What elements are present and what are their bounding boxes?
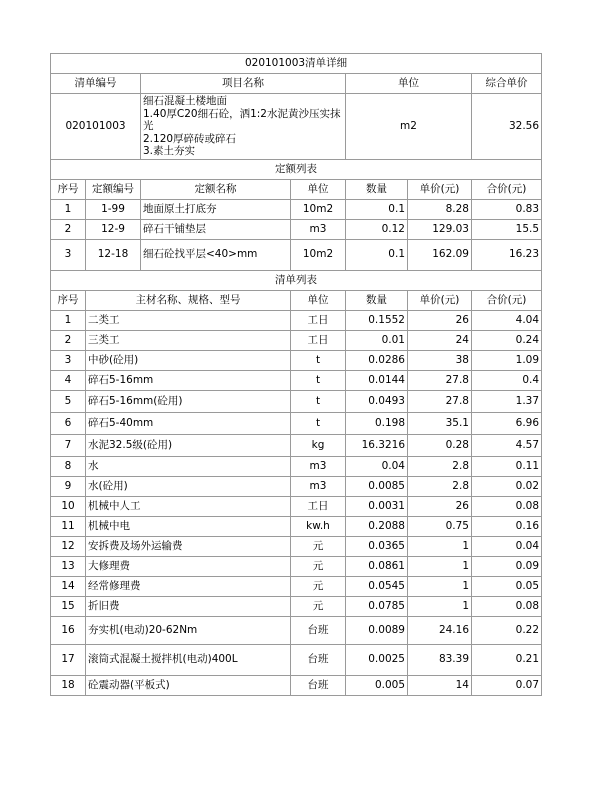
material-header-row — [51, 290, 542, 310]
material-header-unit: 单位 — [291, 290, 346, 310]
material-price: 0.75 — [408, 516, 472, 536]
quota-row — [51, 239, 542, 270]
material-total: 4.04 — [472, 310, 542, 330]
header-unit-price: 综合单价 — [472, 74, 542, 94]
material-header-price: 单价(元) — [408, 290, 472, 310]
material-header-name: 主材名称、规格、型号 — [86, 290, 291, 310]
material-qty: 0.1552 — [346, 310, 408, 330]
quota-header-total: 合价(元) — [472, 179, 542, 199]
material-qty: 0.0031 — [346, 496, 408, 516]
material-row — [51, 350, 542, 370]
material-row — [51, 456, 542, 476]
material-price: 83.39 — [408, 644, 472, 675]
quota-header-row — [51, 179, 542, 199]
material-name: 二类工 — [86, 310, 291, 330]
material-total: 0.04 — [472, 536, 542, 556]
material-name: 折旧费 — [86, 596, 291, 616]
material-row — [51, 675, 542, 695]
material-unit: m3 — [291, 476, 346, 496]
summary-row — [51, 94, 542, 160]
material-row — [51, 576, 542, 596]
material-row — [51, 644, 542, 675]
material-qty: 0.0861 — [346, 556, 408, 576]
material-seq: 1 — [51, 310, 86, 330]
quota-code: 12-9 — [86, 219, 141, 239]
material-qty: 0.0286 — [346, 350, 408, 370]
material-name: 安拆费及场外运输费 — [86, 536, 291, 556]
quota-header-code: 定额编号 — [86, 179, 141, 199]
material-row — [51, 370, 542, 390]
quota-total: 16.23 — [472, 239, 542, 270]
material-unit: m3 — [291, 456, 346, 476]
material-qty: 0.0025 — [346, 644, 408, 675]
material-total: 0.05 — [472, 576, 542, 596]
material-total: 0.02 — [472, 476, 542, 496]
material-row — [51, 616, 542, 644]
table-title: 020101003清单详细 — [51, 54, 542, 74]
quota-section-title: 定额列表 — [51, 159, 542, 179]
material-name: 碎石5-40mm — [86, 412, 291, 434]
quota-unit: 10m2 — [291, 199, 346, 219]
material-qty: 0.2088 — [346, 516, 408, 536]
quota-header-name: 定额名称 — [141, 179, 291, 199]
material-total: 0.11 — [472, 456, 542, 476]
quota-name: 地面原土打底夯 — [141, 199, 291, 219]
material-price: 1 — [408, 536, 472, 556]
header-item-name: 项目名称 — [141, 74, 346, 94]
material-seq: 9 — [51, 476, 86, 496]
material-unit: 工日 — [291, 310, 346, 330]
material-unit: 台班 — [291, 616, 346, 644]
material-unit: t — [291, 370, 346, 390]
material-name: 砼震动器(平板式) — [86, 675, 291, 695]
material-total: 1.09 — [472, 350, 542, 370]
material-seq: 12 — [51, 536, 86, 556]
material-seq: 17 — [51, 644, 86, 675]
material-row — [51, 516, 542, 536]
material-seq: 4 — [51, 370, 86, 390]
item-description-line: 细石混凝土楼地面 — [143, 95, 227, 107]
quota-header-seq: 序号 — [51, 179, 86, 199]
material-total: 0.22 — [472, 616, 542, 644]
material-unit: 工日 — [291, 496, 346, 516]
material-qty: 0.0545 — [346, 576, 408, 596]
material-name: 机械中电 — [86, 516, 291, 536]
material-name: 水(砼用) — [86, 476, 291, 496]
material-header-seq: 序号 — [51, 290, 86, 310]
material-seq: 5 — [51, 390, 86, 412]
material-unit: kg — [291, 434, 346, 456]
material-row — [51, 310, 542, 330]
material-name: 经常修理费 — [86, 576, 291, 596]
material-name: 滚筒式混凝土搅拌机(电动)400L — [86, 644, 291, 675]
material-price: 38 — [408, 350, 472, 370]
material-qty: 0.0144 — [346, 370, 408, 390]
material-row — [51, 412, 542, 434]
material-price: 1 — [408, 596, 472, 616]
quota-header-unit: 单位 — [291, 179, 346, 199]
material-seq: 14 — [51, 576, 86, 596]
bill-detail-table — [50, 53, 542, 696]
material-name: 碎石5-16mm(砼用) — [86, 390, 291, 412]
material-seq: 6 — [51, 412, 86, 434]
material-price: 24 — [408, 330, 472, 350]
material-price: 26 — [408, 310, 472, 330]
material-name: 中砂(砼用) — [86, 350, 291, 370]
quota-seq: 2 — [51, 219, 86, 239]
material-name: 大修理费 — [86, 556, 291, 576]
material-row — [51, 476, 542, 496]
quota-code: 12-18 — [86, 239, 141, 270]
material-total: 1.37 — [472, 390, 542, 412]
material-row — [51, 496, 542, 516]
material-qty: 0.0085 — [346, 476, 408, 496]
material-total: 6.96 — [472, 412, 542, 434]
quota-header-price: 单价(元) — [408, 179, 472, 199]
material-unit: 元 — [291, 536, 346, 556]
material-price: 27.8 — [408, 390, 472, 412]
quota-row — [51, 219, 542, 239]
material-total: 0.16 — [472, 516, 542, 536]
material-unit: t — [291, 350, 346, 370]
material-price: 2.8 — [408, 456, 472, 476]
quota-qty: 0.1 — [346, 199, 408, 219]
material-total: 4.57 — [472, 434, 542, 456]
material-seq: 7 — [51, 434, 86, 456]
material-unit: 元 — [291, 556, 346, 576]
quota-unit: 10m2 — [291, 239, 346, 270]
material-qty: 0.01 — [346, 330, 408, 350]
item-description-line: 2.120厚碎砖或碎石 — [143, 132, 237, 145]
material-price: 2.8 — [408, 476, 472, 496]
item-description — [141, 94, 346, 160]
material-unit: t — [291, 412, 346, 434]
material-unit: 工日 — [291, 330, 346, 350]
bill-code: 020101003 — [51, 94, 141, 160]
material-qty: 0.04 — [346, 456, 408, 476]
material-row — [51, 596, 542, 616]
material-seq: 18 — [51, 675, 86, 695]
material-total: 0.21 — [472, 644, 542, 675]
material-unit: 元 — [291, 596, 346, 616]
material-unit: 元 — [291, 576, 346, 596]
quota-unit: m3 — [291, 219, 346, 239]
material-total: 0.08 — [472, 596, 542, 616]
material-seq: 13 — [51, 556, 86, 576]
material-qty: 16.3216 — [346, 434, 408, 456]
material-name: 夯实机(电动)20-62Nm — [86, 616, 291, 644]
material-qty: 0.0365 — [346, 536, 408, 556]
material-seq: 16 — [51, 616, 86, 644]
item-description-line: 3.素土夯实 — [143, 145, 196, 157]
material-row — [51, 330, 542, 350]
title-row — [51, 54, 542, 74]
material-total: 0.08 — [472, 496, 542, 516]
material-seq: 15 — [51, 596, 86, 616]
material-price: 27.8 — [408, 370, 472, 390]
material-section-title: 清单列表 — [51, 270, 542, 290]
material-seq: 10 — [51, 496, 86, 516]
material-price: 0.28 — [408, 434, 472, 456]
quota-section-row — [51, 159, 542, 179]
quota-total: 0.83 — [472, 199, 542, 219]
material-qty: 0.0493 — [346, 390, 408, 412]
quota-price: 129.03 — [408, 219, 472, 239]
quota-qty: 0.1 — [346, 239, 408, 270]
quota-total: 15.5 — [472, 219, 542, 239]
quota-name: 碎石干铺垫层 — [141, 219, 291, 239]
material-unit: 台班 — [291, 675, 346, 695]
material-total: 0.4 — [472, 370, 542, 390]
material-price: 35.1 — [408, 412, 472, 434]
material-price: 14 — [408, 675, 472, 695]
header-unit: 单位 — [346, 74, 472, 94]
material-price: 1 — [408, 556, 472, 576]
quota-price: 162.09 — [408, 239, 472, 270]
material-unit: kw.h — [291, 516, 346, 536]
material-seq: 2 — [51, 330, 86, 350]
material-total: 0.24 — [472, 330, 542, 350]
material-header-qty: 数量 — [346, 290, 408, 310]
material-name: 水泥32.5级(砼用) — [86, 434, 291, 456]
material-unit: 台班 — [291, 644, 346, 675]
material-unit: t — [291, 390, 346, 412]
material-row — [51, 536, 542, 556]
material-header-total: 合价(元) — [472, 290, 542, 310]
material-qty: 0.198 — [346, 412, 408, 434]
summary-unit: m2 — [346, 94, 472, 160]
material-qty: 0.0785 — [346, 596, 408, 616]
material-qty: 0.005 — [346, 675, 408, 695]
material-price: 24.16 — [408, 616, 472, 644]
quota-seq: 1 — [51, 199, 86, 219]
item-description-line: 1.40厚C20细石砼，洒1:2水泥黄沙压实抹光 — [143, 107, 341, 132]
quota-seq: 3 — [51, 239, 86, 270]
material-row — [51, 390, 542, 412]
material-name: 机械中人工 — [86, 496, 291, 516]
quota-qty: 0.12 — [346, 219, 408, 239]
summary-price: 32.56 — [472, 94, 542, 160]
material-seq: 3 — [51, 350, 86, 370]
material-name: 三类工 — [86, 330, 291, 350]
quota-name: 细石砼找平层<40>mm — [141, 239, 291, 270]
material-price: 1 — [408, 576, 472, 596]
material-total: 0.07 — [472, 675, 542, 695]
material-name: 水 — [86, 456, 291, 476]
material-total: 0.09 — [472, 556, 542, 576]
material-seq: 8 — [51, 456, 86, 476]
material-qty: 0.0089 — [346, 616, 408, 644]
quota-row — [51, 199, 542, 219]
material-row — [51, 556, 542, 576]
material-price: 26 — [408, 496, 472, 516]
material-seq: 11 — [51, 516, 86, 536]
summary-header-row — [51, 74, 542, 94]
header-bill-code: 清单编号 — [51, 74, 141, 94]
quota-price: 8.28 — [408, 199, 472, 219]
material-section-row — [51, 270, 542, 290]
quota-code: 1-99 — [86, 199, 141, 219]
material-name: 碎石5-16mm — [86, 370, 291, 390]
quota-header-qty: 数量 — [346, 179, 408, 199]
material-row — [51, 434, 542, 456]
